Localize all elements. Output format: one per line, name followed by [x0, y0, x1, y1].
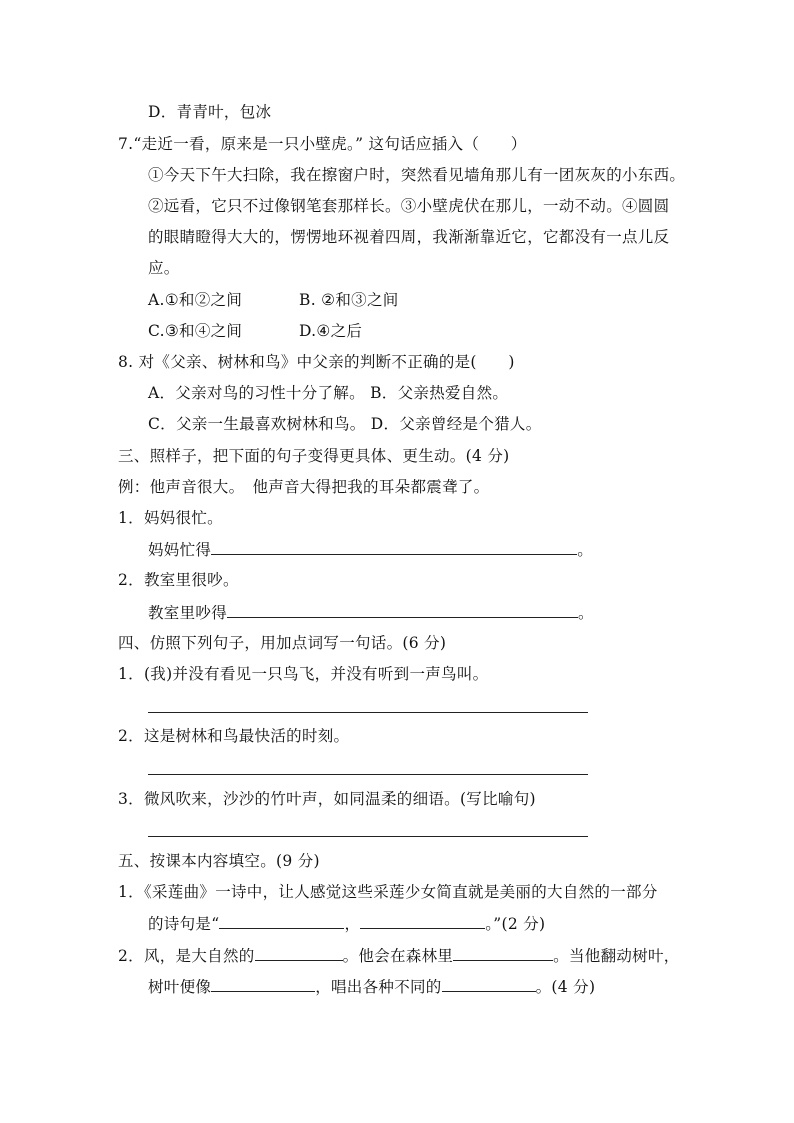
q7-passage-line-1: ①今天下午大扫除，我在擦窗户时，突然看见墙角那儿有一团灰灰的小东西。	[148, 166, 686, 184]
fill-blank[interactable]	[442, 975, 536, 992]
section-3-title: 三、照样子，把下面的句子变得更具体、更生动。(4 分)	[118, 447, 510, 465]
end-mark: 。	[578, 604, 594, 622]
q7-option-a: A.①和②之间	[148, 291, 243, 309]
fill-text: 。当他翻动树叶，	[553, 947, 680, 965]
answer-blank[interactable]	[211, 538, 577, 555]
q8-options-line-2: C．父亲一生最喜欢树林和鸟。 D．父亲曾经是个猎人。	[148, 415, 542, 433]
section-5-item-1-line-1: 1．《采莲曲》一诗中，让人感觉这些采莲少女简直就是美丽的大自然的一部分	[118, 883, 658, 901]
fill-text: 。(4 分)	[535, 978, 596, 996]
section-3-item-1-answer	[148, 538, 593, 561]
section-5-title: 五、按课本内容填空。(9 分)	[118, 852, 320, 870]
end-mark: 。	[577, 541, 594, 559]
section-5-item-1-line-2	[148, 912, 545, 935]
q7-option-c: C.③和④之间	[148, 322, 243, 340]
fill-comma: ，	[344, 915, 361, 933]
q8-options-line-1: A．父亲对鸟的习性十分了解。 B．父亲热爱自然。	[148, 384, 509, 402]
fill-blank[interactable]	[360, 912, 485, 929]
q7-option-b: B. ②和③之间	[299, 291, 399, 309]
section-3-item-2-answer	[148, 601, 594, 624]
fill-prefix: 的诗句是“	[148, 915, 220, 933]
q7-passage-line-3: 的眼睛瞪得大大的，愣愣地环视着四周，我渐渐靠近它，它都没有一点儿反	[148, 228, 670, 246]
answer-prefix: 教室里吵得	[148, 604, 228, 622]
fill-text: ，唱出各种不同的	[315, 978, 442, 996]
q6-option-d: D．青青叶，包冰	[148, 103, 272, 121]
section-3-item-1: 1．妈妈很忙。	[118, 509, 223, 527]
q7-option-d: D.④之后	[299, 322, 363, 340]
fill-text: 树叶便像	[148, 978, 212, 996]
section-5-item-2-line-2	[148, 975, 595, 998]
section-5-item-2-line-1	[118, 944, 680, 967]
section-3-item-2: 2．教室里很吵。	[118, 571, 239, 589]
section-4-item-2-answer-line[interactable]	[148, 774, 588, 775]
fill-suffix: 。”(2 分)	[485, 915, 546, 933]
answer-prefix: 妈妈忙得	[148, 541, 212, 559]
section-4-item-3-answer-line[interactable]	[148, 836, 588, 837]
section-4-item-1-answer-line[interactable]	[148, 712, 588, 713]
fill-text: 2．风，是大自然的	[118, 947, 255, 965]
fill-blank[interactable]	[211, 975, 315, 992]
answer-blank[interactable]	[227, 601, 578, 618]
fill-blank[interactable]	[219, 912, 344, 929]
section-4-item-3: 3．微风吹来，沙沙的竹叶声，如同温柔的细语。(写比喻句)	[118, 790, 536, 808]
section-4-item-2: 2．这是树林和鸟最快活的时刻。	[118, 727, 350, 745]
q7-passage-line-2: ②远看，它只不过像钢笔套那样长。③小壁虎伏在那儿，一动不动。④圆圆	[148, 197, 670, 215]
section-4-title: 四、仿照下列句子，用加点词写一句话。(6 分)	[118, 634, 447, 652]
fill-blank[interactable]	[453, 944, 553, 961]
section-4-item-1: 1．(我)并没有看见一只鸟飞，并没有听到一声鸟叫。	[118, 665, 489, 683]
q7-passage-line-4: 应。	[148, 259, 180, 277]
section-3-example: 例：他声音很大。 他声音大得把我的耳朵都震聋了。	[118, 478, 490, 496]
fill-blank[interactable]	[255, 944, 343, 961]
q7-stem: 7.“走近一看，原来是一只小壁虎。” 这句话应插入（ ）	[118, 135, 527, 153]
fill-text: 。他会在森林里	[342, 947, 454, 965]
q8-stem: 8. 对《父亲、树林和鸟》中父亲的判断不正确的是( )	[118, 353, 515, 371]
